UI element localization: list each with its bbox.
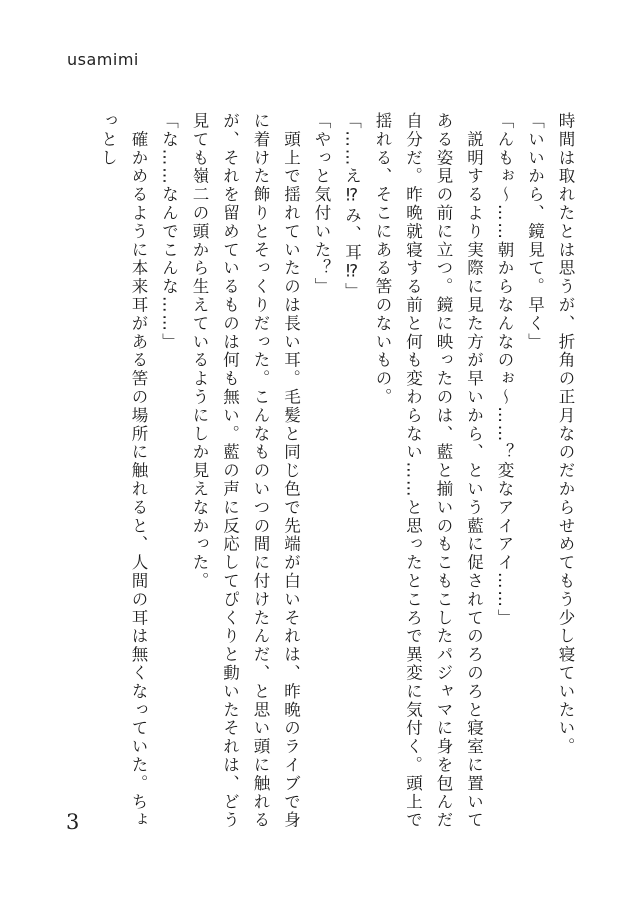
paragraph: 説明するより実際に見た方が早いから、という藍に促されてのろのろと寝室に置いてある姿見の前に立つ。鏡に映ったのは、藍と揃いのもこもこしたパジャマに身を包んだ自分だ。昨晩就寝する前と何も変わらない……と思ったところで異変に気付く。頭上で揺れる、そこにある筈のないもの。 [373, 112, 484, 830]
paragraph: 「な……なんでこんな……」 [159, 112, 179, 352]
paragraph: 「……え⁉み、耳⁉」 [342, 112, 362, 301]
paragraph: 確かめるように本来耳がある筈の場所に触れると、人間の耳は無くなっていた。ちょっとし [98, 112, 148, 830]
paragraph: 「いいから、鏡見て。早く」 [525, 112, 545, 352]
paragraph: 頭上で揺れていたのは長い耳。毛髪と同じ色で先端が白いそれは、昨晩のライブで身に着けた飾りとそっくりだった。こんなものいつの間に付けたんだ、と思い頭に触れるが、それを留めているものは何も無い。藍の声に反応してぴくりと動いたそれは、どう見ても嶺二の頭から生えているようにしか見えなかった。 [190, 112, 301, 830]
novel-body-text [60, 112, 580, 832]
paragraph: 時間は取れたとは思うが、折角の正月なのだからせめてもう少し寝ていたい。 [556, 112, 575, 756]
running-title: usamimi [67, 50, 139, 69]
page-number: 3 [66, 810, 80, 834]
paragraph: 「やっと気付いた？」 [312, 112, 331, 296]
paragraph: 「んもぉ〜……朝からなんなのぉ〜……？変なアイアイ……」 [495, 112, 514, 628]
